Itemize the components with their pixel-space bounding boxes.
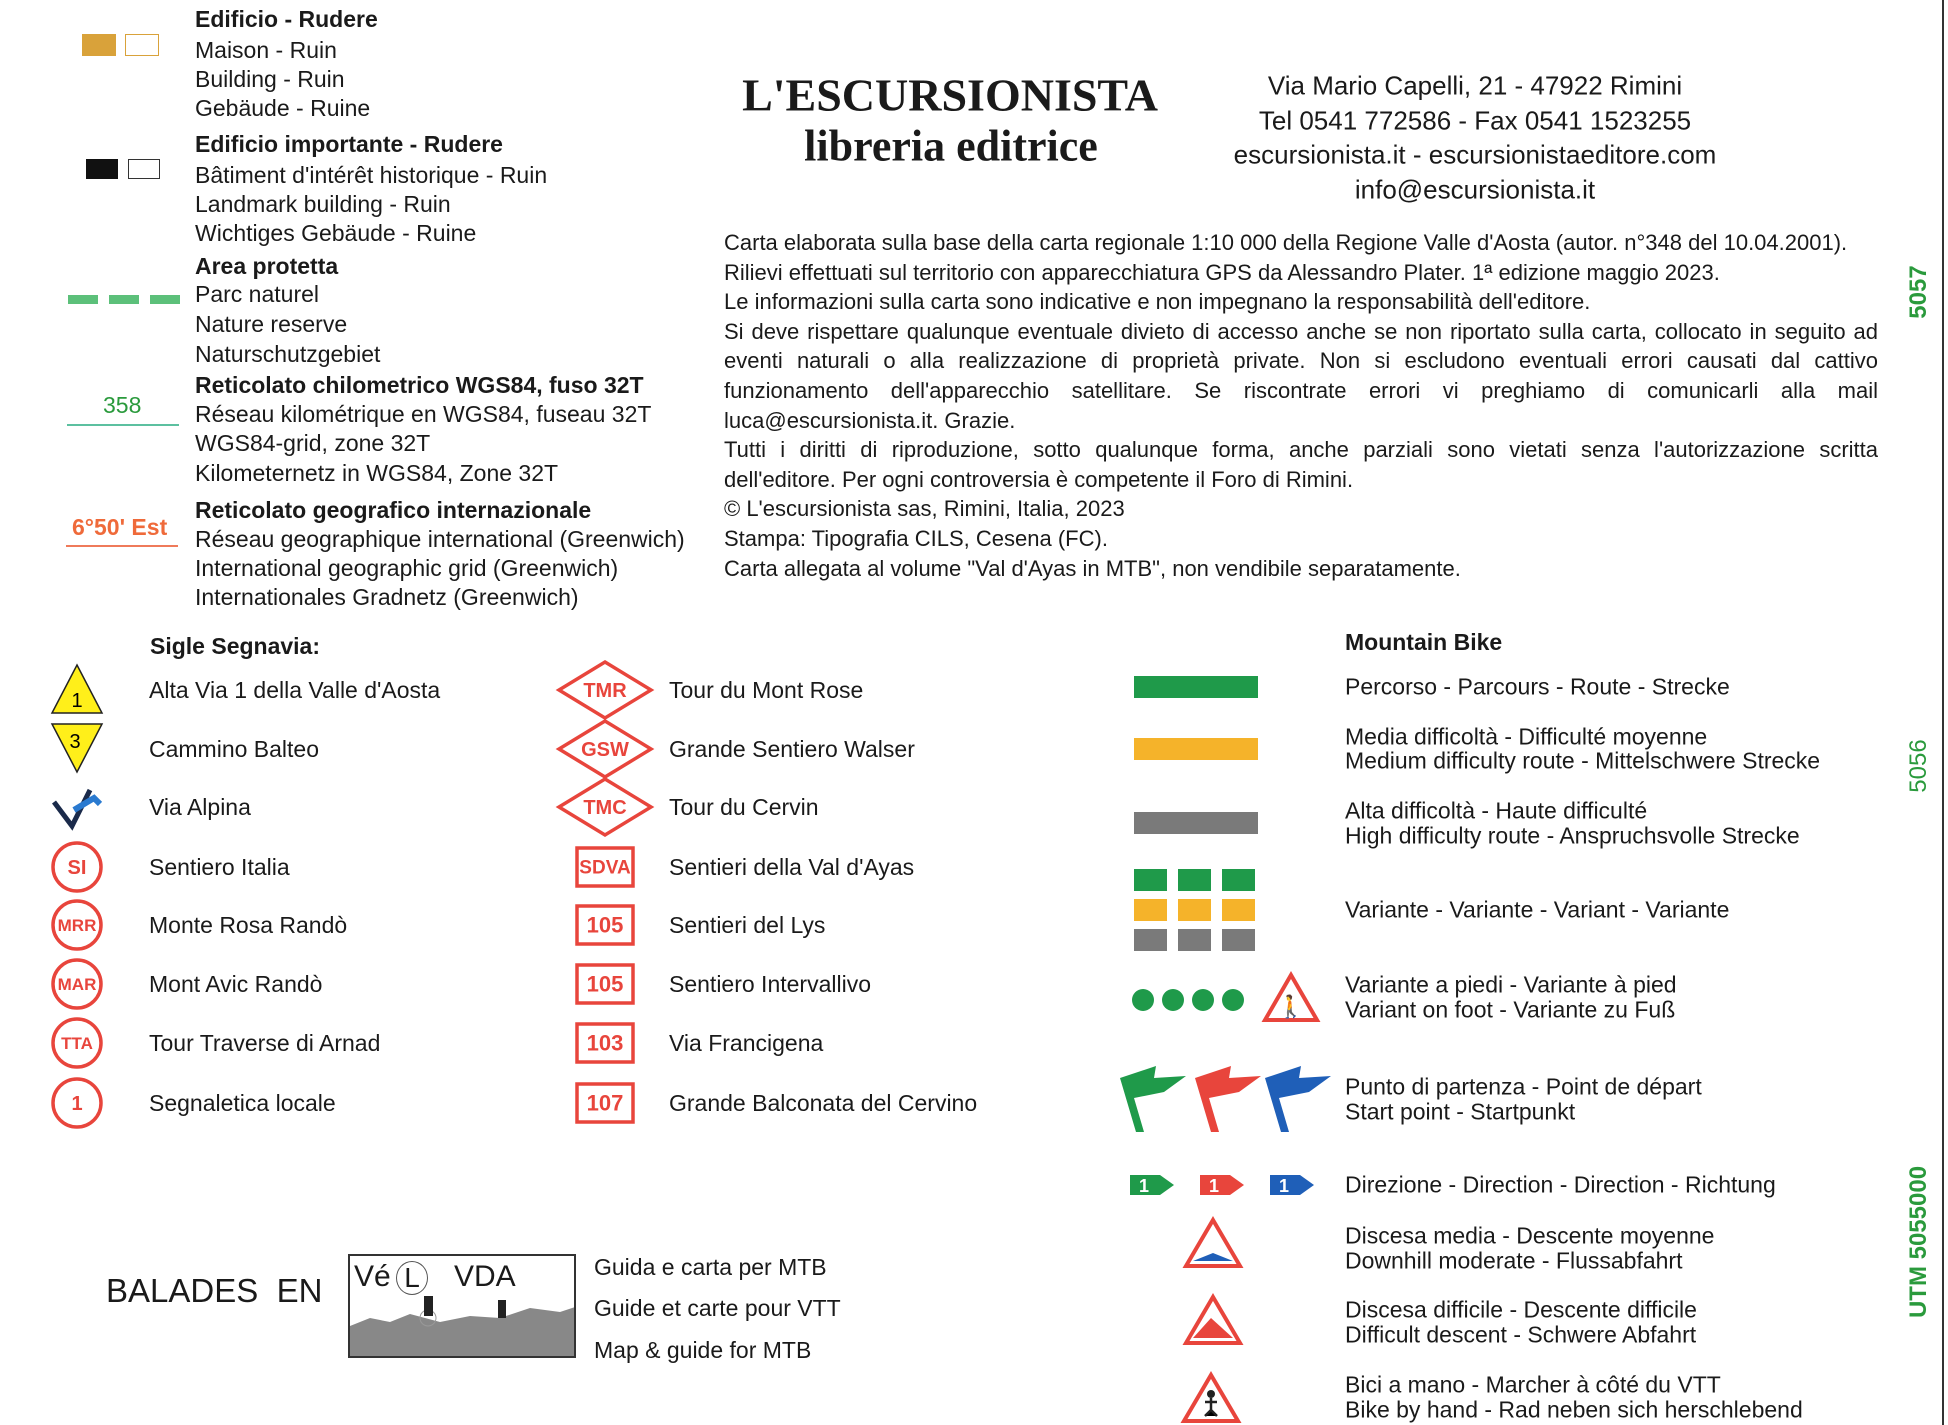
svg-text:1: 1 (1138, 1176, 1150, 1196)
sigle-label: Grande Balconata del Cervino (669, 1090, 978, 1116)
publisher-subtitle: libreria editrice (804, 121, 1098, 171)
legend-line: Maison - Ruin (195, 37, 337, 63)
svg-text:1: 1 (71, 690, 83, 712)
square-marker-icon (575, 846, 635, 888)
svg-text:🚶: 🚶 (1277, 994, 1305, 1019)
mtb-label: Direzione - Direction - Direction - Richtung (1345, 1171, 1776, 1198)
building-swatch (82, 34, 116, 56)
mtb-label: Start point - Startpunkt (1345, 1098, 1576, 1125)
legend-line: Parc naturel (195, 281, 320, 307)
square-marker-icon (575, 1082, 635, 1124)
svg-text:TMR: TMR (583, 680, 627, 702)
notes (724, 228, 1878, 583)
legend-line: Building - Ruin (195, 66, 345, 92)
sigle-title: Sigle Segnavia: (150, 633, 321, 659)
difficult-descent-icon (1183, 1294, 1243, 1346)
mtb-label: Media difficoltà - Difficulté moyenne (1345, 723, 1708, 750)
promo-line: Guide et carte pour VTT (594, 1295, 841, 1321)
grid-label-utm: UTM 5055000 (1905, 1165, 1932, 1319)
legend-line: Wichtiges Gebäude - Ruine (195, 220, 477, 246)
note: Carta elaborata sulla base della carta regionale 1:10 000 della Regione Valle d'Aosta (autor. n°348 del 10.04.2001). (724, 230, 1848, 255)
mtb-label: Alta difficoltà - Haute difficulté (1345, 797, 1648, 824)
triangle-marker-icon (50, 663, 104, 717)
sigle-label: Monte Rosa Randò (149, 912, 348, 938)
note: Tutti i diritti di riproduzione, sotto qualunque forma, anche parziali sono vietati senza l'autorizzazione scritta dell'editore. Per ogni controversia è competente il Foro di Rimini. (724, 437, 1878, 492)
grid-label-5056: 5056 (1905, 739, 1932, 793)
square-marker-icon (575, 904, 635, 946)
protected-area-dash (68, 295, 180, 304)
legend-line: International geographic grid (Greenwich) (195, 555, 619, 581)
publisher-name: L'ESCURSIONISTA (742, 69, 1158, 121)
moderate-descent-icon (1183, 1217, 1243, 1269)
svg-text:1: 1 (1278, 1176, 1290, 1196)
legend-line: Réseau geographique international (Greenwich) (195, 526, 685, 552)
legend-line: Réseau kilométrique en WGS84, fuseau 32T (195, 401, 652, 427)
diamond-marker-icon (557, 660, 653, 720)
mtb-label: Variante a piedi - Variante à pied (1345, 971, 1677, 998)
mtb-label: Bici a mano - Marcher à côté du VTT (1345, 1371, 1721, 1398)
legend-title: Reticolato geografico internazionale (195, 497, 592, 523)
note: Carta allegata al volume "Val d'Ayas in MTB", non vendibile separatamente. (724, 555, 1461, 581)
note: Le informazioni sulla carta sono indicative e non impegnano la responsabilità dell'editore. (724, 289, 1591, 315)
svg-text:1: 1 (71, 1093, 83, 1115)
mtb-label: Punto di partenza - Point de départ (1345, 1073, 1702, 1100)
direction-arrows-icon (1130, 1173, 1316, 1197)
landmark-swatch (86, 159, 118, 179)
promo-line: Map & guide for MTB (594, 1337, 812, 1363)
medium-route-bar-icon (1134, 738, 1258, 760)
velo-vda-logo (348, 1254, 576, 1358)
logo-text-l: L (396, 1261, 428, 1295)
grid-sample-label: 358 (103, 392, 142, 418)
circle-marker-icon (50, 1016, 104, 1070)
svg-text:SI: SI (67, 857, 87, 879)
variant-icon (1134, 869, 1258, 951)
high-route-bar-icon (1134, 812, 1258, 834)
ruin-swatch (125, 34, 159, 56)
mtb-label: Bike by hand - Rad neben sich herschlebend (1345, 1396, 1803, 1423)
note: Stampa: Tipografia CILS, Cesena (FC). (724, 525, 1108, 551)
sigle-label: Sentiero Italia (149, 854, 290, 880)
svg-text:TMC: TMC (583, 797, 627, 819)
sigle-label: Sentieri del Lys (669, 912, 826, 938)
mtb-label: Discesa difficile - Descente difficile (1345, 1296, 1697, 1323)
svg-text:1: 1 (1208, 1176, 1220, 1196)
sigle-label: Tour Traverse di Arnad (149, 1030, 381, 1056)
grid-label-5057: 5057 (1905, 265, 1932, 319)
svg-text:MRR: MRR (57, 915, 97, 935)
sigle-label: Sentiero Intervallivo (669, 971, 871, 997)
svg-text:103: 103 (586, 1030, 624, 1056)
note: © L'escursionista sas, Rimini, Italia, 2023 (724, 496, 1125, 522)
legend-line: Gebäude - Ruine (195, 95, 371, 121)
start-flags-icon (1116, 1062, 1336, 1138)
diamond-marker-icon (557, 719, 653, 779)
legend-title: Edificio importante - Rudere (195, 131, 503, 157)
legend-title: Edificio - Rudere (195, 6, 378, 32)
bike-by-hand-icon (1181, 1372, 1241, 1424)
sigle-label: Alta Via 1 della Valle d'Aosta (149, 677, 441, 703)
mtb-label: Medium difficulty route - Mittelschwere Strecke (1345, 747, 1821, 774)
inverted-triangle-marker-icon (50, 722, 104, 776)
svg-text:105: 105 (586, 971, 624, 997)
svg-text:TTA: TTA (61, 1033, 93, 1053)
legend-line: Nature reserve (195, 311, 348, 337)
mtb-label: Percorso - Parcours - Route - Strecke (1345, 673, 1730, 700)
mtb-label: Discesa media - Descente moyenne (1345, 1222, 1715, 1249)
note: Si deve rispettare qualunque eventuale divieto di accesso anche se non riportato sulla carta, collocato in seguito ad eventi naturali o alla realizzazione di proprietà private. Non si escludono eventuali errori causati dal cattivo funzionamento dell'apparecchio satellitare. Se riscontrate errori vi preghiamo di comunicarli alla mail luca@escursionista.it. Grazie. (724, 318, 1878, 433)
note: Rilievi effettuati sul territorio con apparecchiatura GPS da Alessandro Plater. 1ª edizione maggio 2023. (724, 259, 1720, 285)
sigle-label: Via Alpina (149, 794, 251, 820)
promo-line: Guida e carta per MTB (594, 1254, 827, 1280)
mtb-label: High difficulty route - Anspruchsvolle Strecke (1345, 822, 1800, 849)
grid-sample-line (67, 424, 179, 426)
circle-marker-icon (50, 957, 104, 1011)
svg-text:SDVA: SDVA (579, 857, 631, 879)
publisher-phone: Tel 0541 772586 - Fax 0541 1523255 (1258, 105, 1692, 136)
diamond-marker-icon (557, 777, 653, 837)
circle-marker-icon (50, 840, 104, 894)
logo-text-vda: VDA (454, 1260, 516, 1293)
svg-text:3: 3 (69, 731, 81, 753)
mtb-label: Difficult descent - Schwere Abfahrt (1345, 1321, 1697, 1348)
svg-text:107: 107 (586, 1090, 624, 1116)
legend-line: Kilometernetz in WGS84, Zone 32T (195, 460, 559, 486)
legend-line: Internationales Gradnetz (Greenwich) (195, 584, 579, 610)
svg-text:MAR: MAR (57, 974, 97, 994)
svg-text:GSW: GSW (581, 739, 629, 761)
mtb-title: Mountain Bike (1345, 629, 1503, 655)
square-marker-icon (575, 963, 635, 1005)
variant-on-foot-icon (1131, 970, 1321, 1026)
sigle-label: Sentieri della Val d'Ayas (669, 854, 915, 880)
promo-prefix: BALADES EN (106, 1272, 323, 1309)
geo-grid-sample-line (66, 545, 178, 547)
square-marker-icon (575, 1022, 635, 1064)
legend-line: WGS84-grid, zone 32T (195, 430, 431, 456)
page-edge (1942, 0, 1944, 1425)
sigle-label: Cammino Balteo (149, 736, 320, 762)
svg-text:105: 105 (586, 912, 624, 938)
route-bar-icon (1134, 676, 1258, 698)
geo-grid-sample-label: 6°50' Est (72, 514, 168, 540)
sigle-label: Tour du Mont Rose (669, 677, 864, 703)
legend-line: Landmark building - Ruin (195, 191, 451, 217)
sigle-label: Via Francigena (669, 1030, 824, 1056)
circle-marker-icon (50, 1076, 104, 1130)
legend-title: Area protetta (195, 253, 339, 279)
sigle-label: Segnaletica locale (149, 1090, 336, 1116)
mtb-label: Variant on foot - Variante zu Fuß (1345, 996, 1676, 1023)
legend-line: Bâtiment d'intérêt historique - Ruin (195, 162, 548, 188)
via-alpina-icon (50, 780, 104, 834)
sigle-label: Tour du Cervin (669, 794, 819, 820)
landmark-ruin-swatch (128, 159, 160, 179)
sigle-label: Grande Sentiero Walser (669, 736, 915, 762)
legend-title: Reticolato chilometrico WGS84, fuso 32T (195, 372, 644, 398)
publisher-email: info@escursionista.it (1354, 174, 1596, 205)
mtb-label: Variante - Variante - Variant - Variante (1345, 896, 1730, 923)
circle-marker-icon (50, 898, 104, 952)
logo-text-ve: Vé (354, 1260, 391, 1293)
legend-line: Naturschutzgebiet (195, 341, 381, 367)
sigle-label: Mont Avic Randò (149, 971, 323, 997)
publisher-address: Via Mario Capelli, 21 - 47922 Rimini (1267, 70, 1683, 101)
publisher-websites: escursionista.it - escursionistaeditore.com (1233, 139, 1717, 170)
mtb-label: Downhill moderate - Flussabfahrt (1345, 1247, 1683, 1274)
